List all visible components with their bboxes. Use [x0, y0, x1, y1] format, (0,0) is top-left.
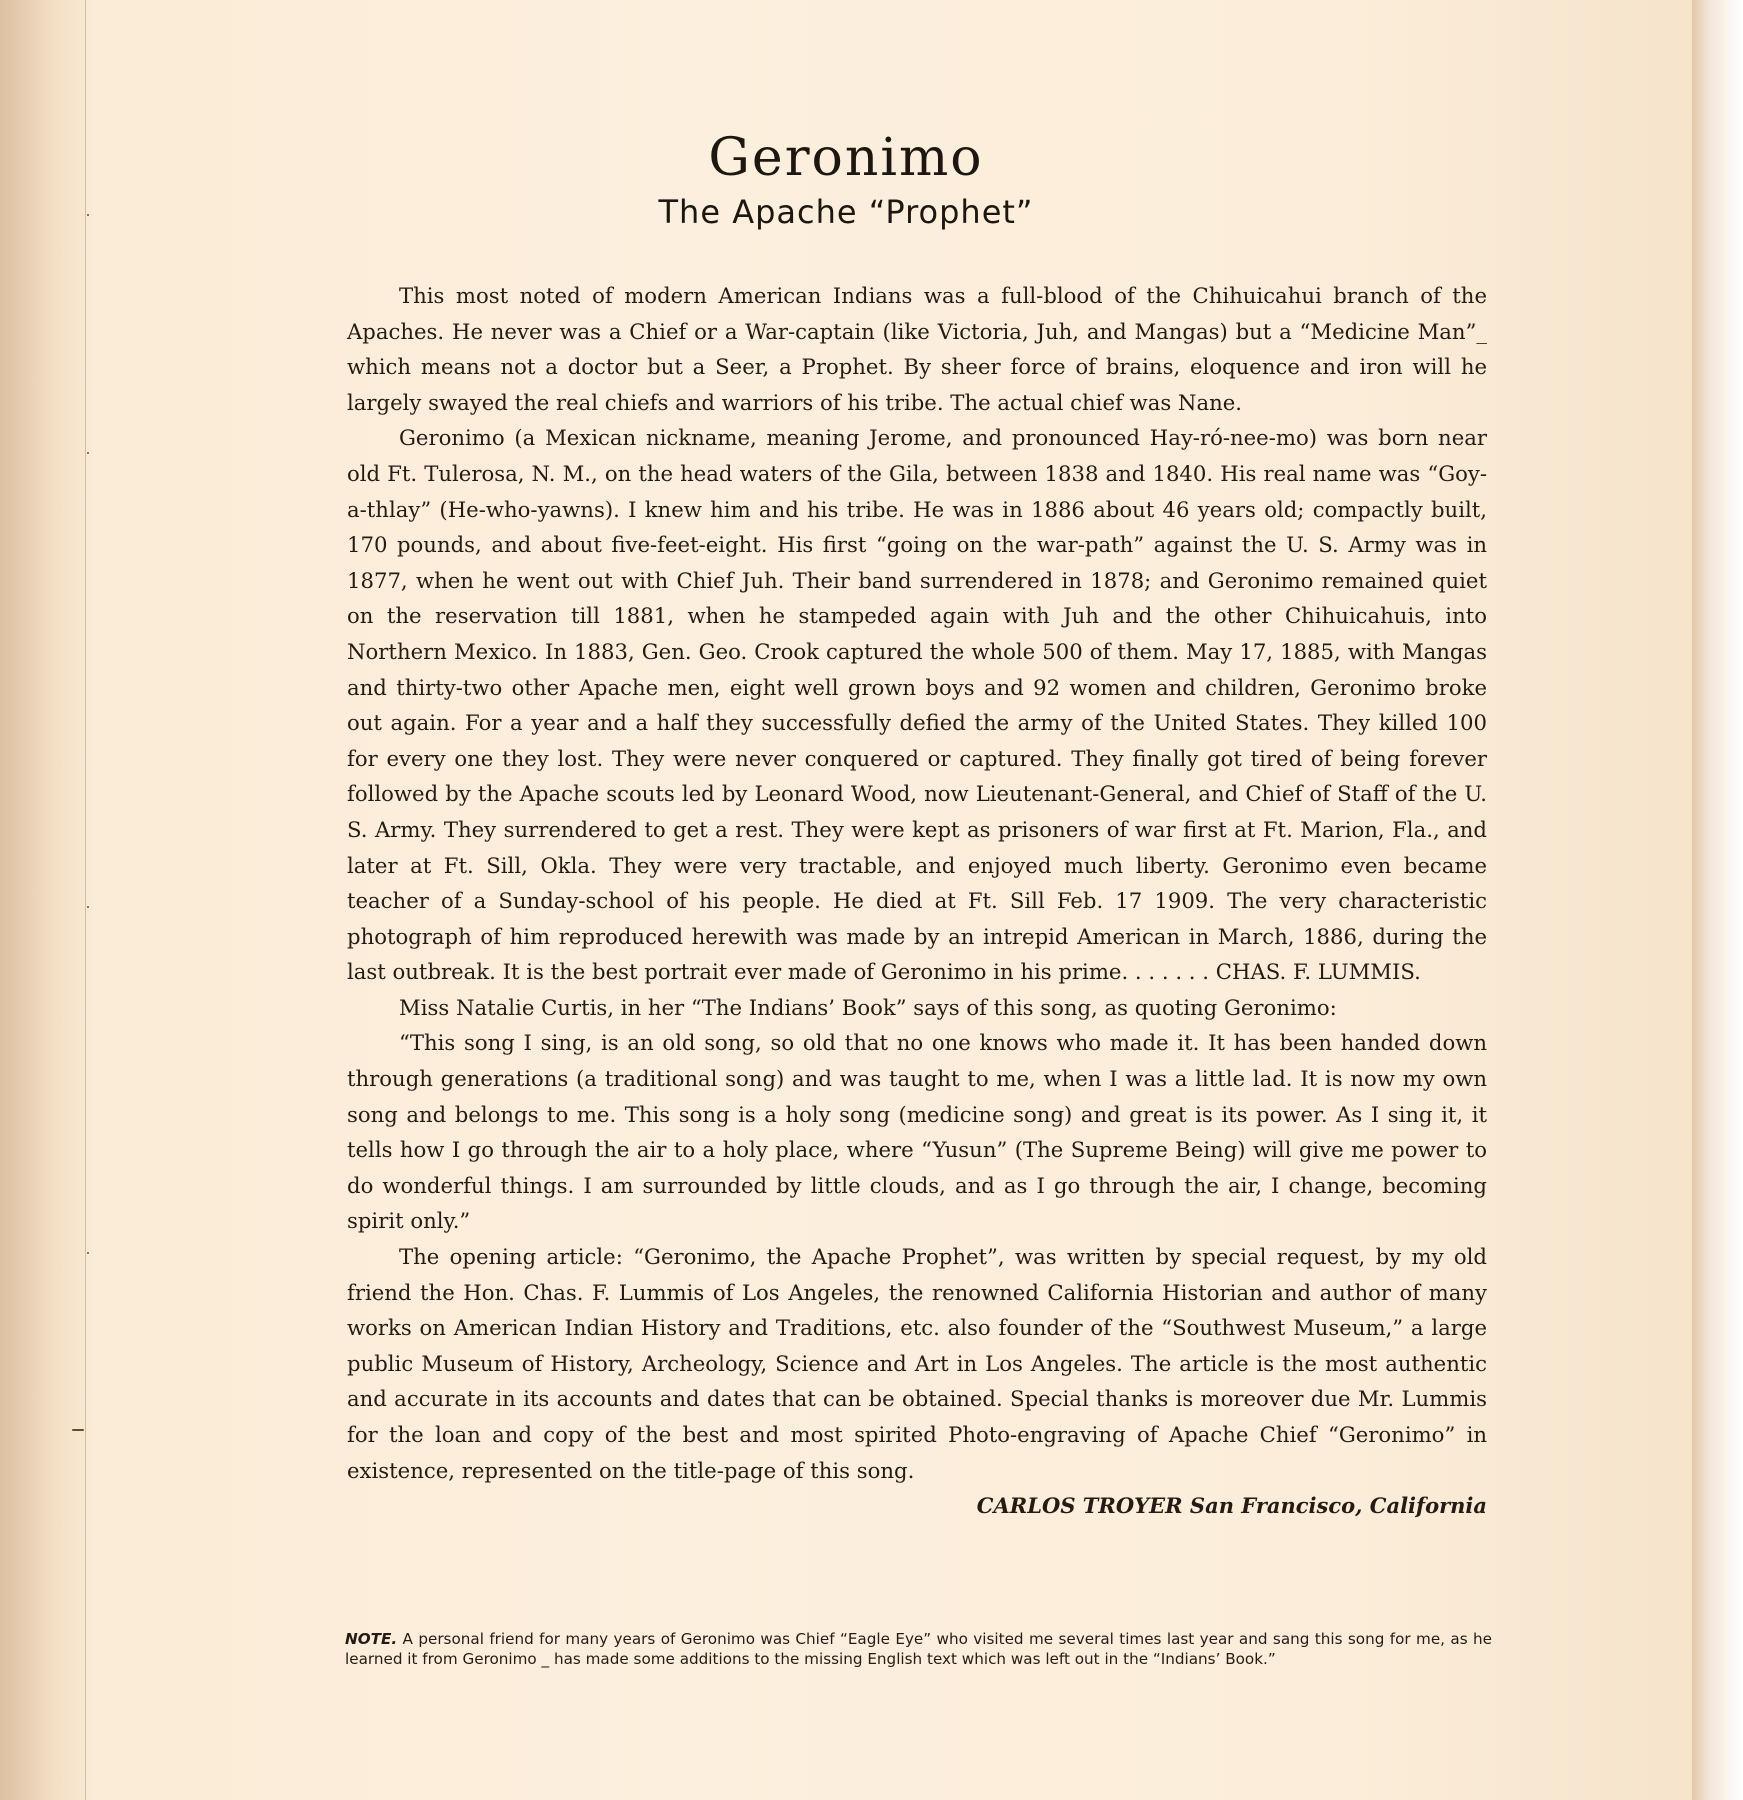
- article-body: [347, 278, 1487, 1524]
- note-text: A personal friend for many years of Geronimo was Chief “Eagle Eye” who visited me several times last year and sang this song for me, as he learned it from Geronimo _ has made some additions to the missing English text which was left out in the “Indians’ Book.”: [345, 1630, 1492, 1668]
- paper-speck: [87, 906, 89, 908]
- footnote: [345, 1629, 1492, 1669]
- page-edge: [1692, 0, 1743, 1800]
- paragraph-acknowledgement: The opening article: “Geronimo, the Apache Prophet”, was written by special request, by my old friend the Hon. Chas. F. Lummis of Los Angeles, the renowned California Historian and author of many works on American Indian History and Traditions, etc. also founder of the “Southwest Museum,” a large public Museum of History, Archeology, Science and Art in Los Angeles. The article is the most authentic and accurate in its accounts and dates that can be obtained. Special thanks is moreover due Mr. Lummis for the loan and copy of the best and most spirited Photo-engraving of Apache Chief “Geronimo” in existence, represented on the title-page of this song.: [347, 1244, 1487, 1483]
- paper-speck: [72, 1429, 84, 1431]
- paragraph-biography: Geronimo (a Mexican nickname, meaning Jerome, and pronounced Hay-ró-nee-mo) was born near old Ft. Tulerosa, N. M., on the head waters of the Gila, between 1838 and 1840. His real name was “Goy-a-thlay” (He-who-yawns). I knew him and his tribe. He was in 1886 about 46 years old; compactly built, 170 pounds, and about five-feet-eight. His first “going on the war-path” against the U. S. Army was in 1877, when he went out with Chief Juh. Their band surrendered in 1878; and Geronimo remained quiet on the reservation till 1881, when he stampeded again with Juh and the other Chihuicahuis, into Northern Mexico. In 1883, Gen. Geo. Crook captured the whole 500 of them. May 17, 1885, with Mangas and thirty-two other Apache men, eight well grown boys and 92 women and children, Geronimo broke out again. For a year and a half they successfully defied the army of the United States. They killed 100 for every one they lost. They were never conquered or captured. They finally got tired of being forever followed by the Apache scouts led by Leonard Wood, now Lieutenant-General, and Chief of Staff of the U. S. Army. They surrendered to get a rest. They were kept as prisoners of war first at Ft. Marion, Fla., and later at Ft. Sill, Okla. They were very tractable, and enjoyed much liberty. Geronimo even became teacher of a Sunday-school of his people. He died at Ft. Sill Feb. 17 1909. The very characteristic photograph of him reproduced herewith was made by an intrepid American in March, 1886, during the last outbreak. It is the best portrait ever made of Geronimo in his prime. . . . . . . CHAS. F. LUMMIS.: [347, 425, 1487, 985]
- paragraph-intro: This most noted of modern American Indians was a full-blood of the Chihuicahui branch of the Apaches. He never was a Chief or a War-captain (like Victoria, Juh, and Mangas) but a “Medicine Man”_ which means not a doctor but a Seer, a Prophet. By sheer force of brains, eloquence and iron will he largely swayed the real chiefs and warriors of his tribe. The actual chief was Nane.: [347, 283, 1487, 415]
- page-title: Geronimo: [708, 128, 984, 188]
- page-subtitle: The Apache “Prophet”: [658, 193, 1034, 231]
- author-signoff: CARLOS TROYER San Francisco, California: [976, 1493, 1487, 1519]
- paragraph-quote: “This song I sing, is an old song, so old that no one knows who made it. It has been handed down through generations (a traditional song) and was taught to me, when I was a little lad. It is now my own song and belongs to me. This song is a holy song (medicine song) and great is its power. As I sing it, it tells how I go through the air to a holy place, where “Yusun” (The Supreme Being) will give me power to do wonderful things. I am surrounded by little clouds, and as I go through the air, I change, becoming spirit only.”: [347, 1030, 1487, 1234]
- paper-speck: [87, 452, 89, 454]
- paper-speck: [87, 1252, 89, 1254]
- page-fold-line: [85, 0, 86, 1800]
- binding-shadow: [0, 0, 95, 1800]
- paragraph-curtis-intro: Miss Natalie Curtis, in her “The Indians’ Book” says of this song, as quoting Geronimo:: [399, 994, 1337, 1020]
- note-label: NOTE.: [345, 1630, 398, 1648]
